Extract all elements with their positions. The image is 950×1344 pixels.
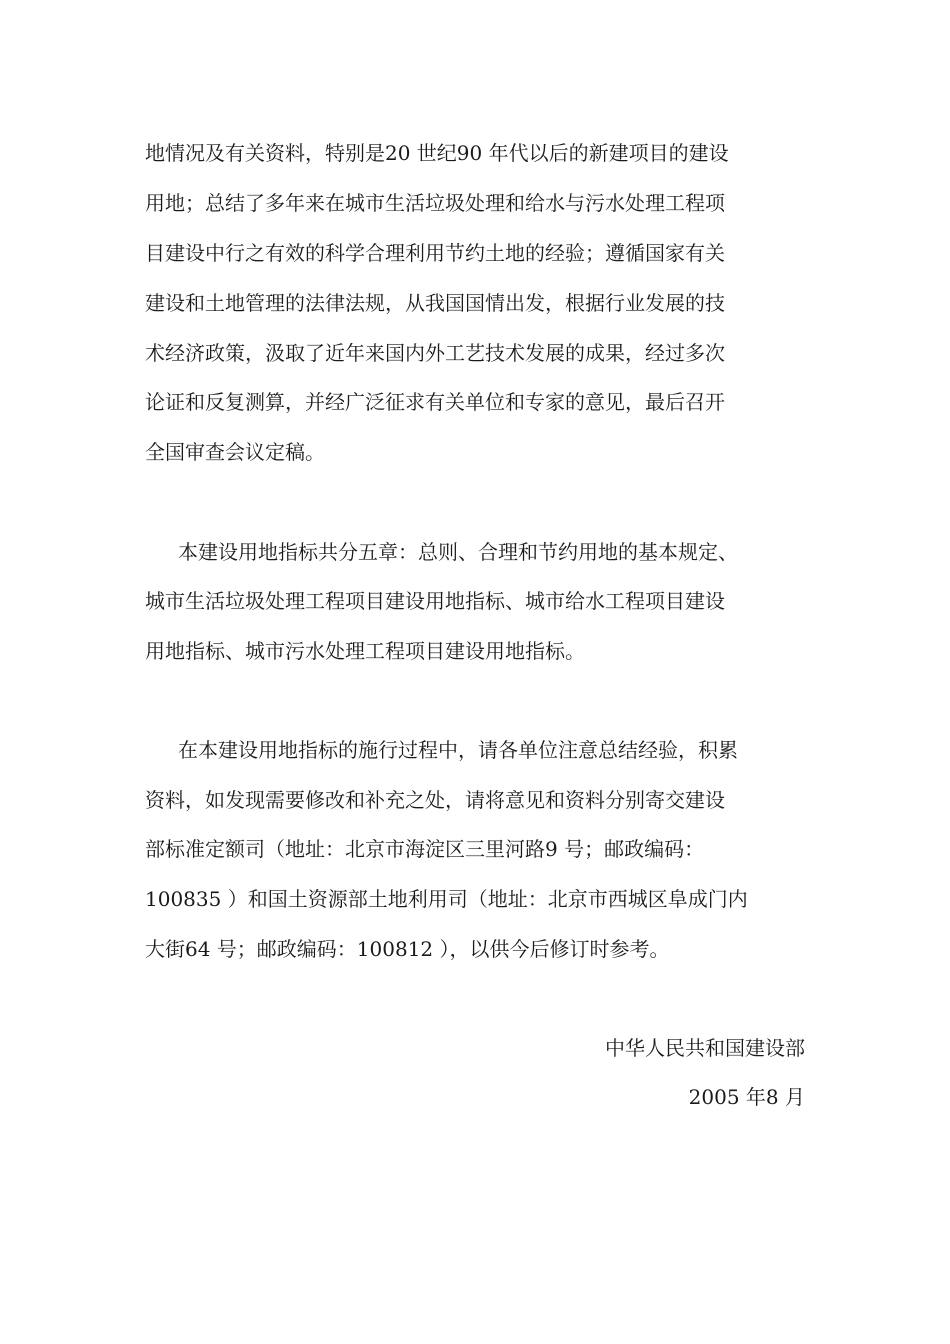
- text-line: 用地指标、城市污水处理工程项目建设用地指标。: [145, 639, 585, 663]
- issuing-organization: 中华人民共和国建设部: [605, 1036, 805, 1060]
- text-line: 大街64 号；邮政编码：100812 ），以供今后修订时参考。: [145, 937, 670, 961]
- text-line: 目建设中行之有效的科学合理利用节约土地的经验；遵循国家有关: [145, 241, 725, 265]
- text-line: 在本建设用地指标的施行过程中，请各单位注意总结经验，积累: [178, 738, 738, 762]
- text-line: 术经济政策，汲取了近年来国内外工艺技术发展的成果，经过多次: [145, 341, 725, 365]
- text-line: 论证和反复测算，并经广泛征求有关单位和专家的意见，最后召开: [145, 390, 725, 414]
- text-line: 部标准定额司（地址：北京市海淀区三里河路9 号；邮政编码：: [145, 837, 705, 861]
- text-line: 地情况及有关资料，特别是20 世纪90 年代以后的新建项目的建设: [145, 141, 729, 165]
- text-line: 本建设用地指标共分五章：总则、合理和节约用地的基本规定、: [178, 540, 738, 564]
- issue-date: 2005 年8 月: [688, 1085, 805, 1109]
- text-line: 用地；总结了多年来在城市生活垃圾处理和给水与污水处理工程项: [145, 191, 725, 215]
- text-line: 100835 ）和国土资源部土地利用司（地址：北京市西城区阜成门内: [145, 887, 748, 911]
- text-line: 建设和土地管理的法律法规，从我国国情出发，根据行业发展的技: [145, 291, 725, 315]
- text-line: 资料，如发现需要修改和补充之处，请将意见和资料分别寄交建设: [145, 788, 725, 812]
- text-line: 全国审查会议定稿。: [145, 440, 325, 464]
- text-line: 城市生活垃圾处理工程项目建设用地指标、城市给水工程项目建设: [145, 589, 725, 613]
